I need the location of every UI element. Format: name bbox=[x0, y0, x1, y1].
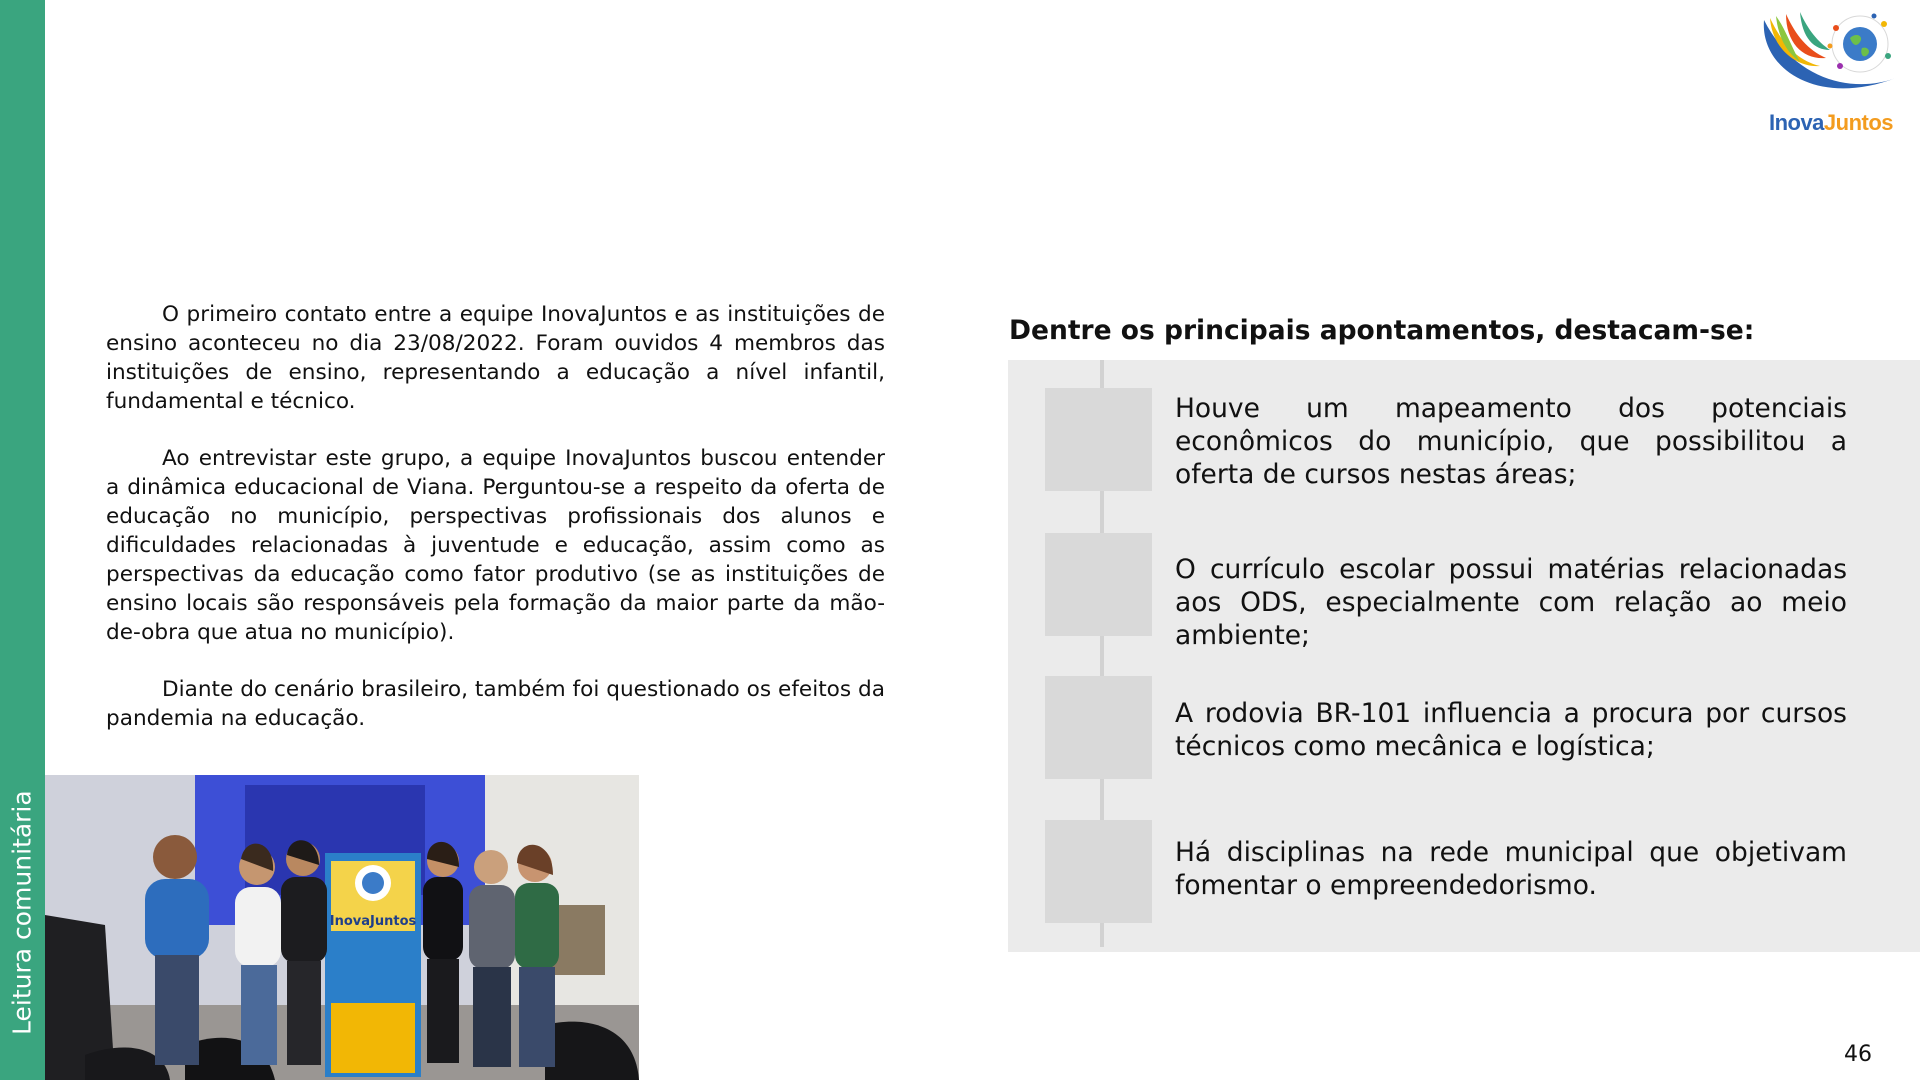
intro-text bbox=[106, 300, 885, 761]
paragraph: Ao entrevistar este grupo, a equipe InovaJuntos buscou entender a dinâmica educacional de Viana. Perguntou-se a respeito da oferta de educação no município, perspectivas profissionais dos alunos e dificuldades relacionadas à juventude e educação, assim como as perspectivas da educação como fator produtivo (se as instituições de ensino locais são responsáveis pela formação da maior parte da mão-de-obra que atua no município). bbox=[106, 446, 885, 645]
highlight-item: O currículo escolar possui matérias relacionadas aos ODS, especialmente com relação ao meio ambiente; bbox=[1175, 554, 1847, 651]
highlight-item: A rodovia BR-101 influencia a procura por cursos técnicos como mecânica e logística; bbox=[1175, 698, 1847, 762]
timeline-node bbox=[1045, 676, 1152, 779]
page-number: 46 bbox=[1844, 1042, 1872, 1067]
highlights-panel bbox=[1008, 360, 1920, 952]
timeline-node bbox=[1045, 820, 1152, 923]
paragraph: Diante do cenário brasileiro, também foi questionado os efeitos da pandemia na educação. bbox=[106, 677, 885, 731]
sidebar-section-label: Leitura comunitária bbox=[7, 790, 37, 1035]
timeline-node bbox=[1045, 388, 1152, 491]
logo-wordmark bbox=[1756, 110, 1906, 136]
group-photo bbox=[45, 775, 639, 1080]
logo-text-inova: Inova bbox=[1768, 110, 1824, 135]
logo-text-juntos: Juntos bbox=[1823, 110, 1894, 135]
highlight-item: Há disciplinas na rede municipal que objetivam fomentar o empreendedorismo. bbox=[1175, 837, 1847, 901]
banner-text: InovaJuntos bbox=[329, 914, 417, 929]
paragraph: O primeiro contato entre a equipe InovaJuntos e as instituições de ensino aconteceu no dia 23/08/2022. Foram ouvidos 4 membros das instituições de ensino, representando a educação a nível infantil, fundamental e técnico. bbox=[106, 302, 885, 414]
inovajuntos-logo bbox=[1756, 8, 1906, 136]
highlights-heading: Dentre os principais apontamentos, destacam-se: bbox=[1009, 315, 1755, 346]
sidebar bbox=[0, 0, 45, 1080]
logo-mark-icon bbox=[1756, 8, 1906, 113]
timeline-node bbox=[1045, 533, 1152, 636]
highlight-item: Houve um mapeamento dos potenciais econômicos do município, que possibilitou a oferta de cursos nestas áreas; bbox=[1175, 393, 1847, 490]
